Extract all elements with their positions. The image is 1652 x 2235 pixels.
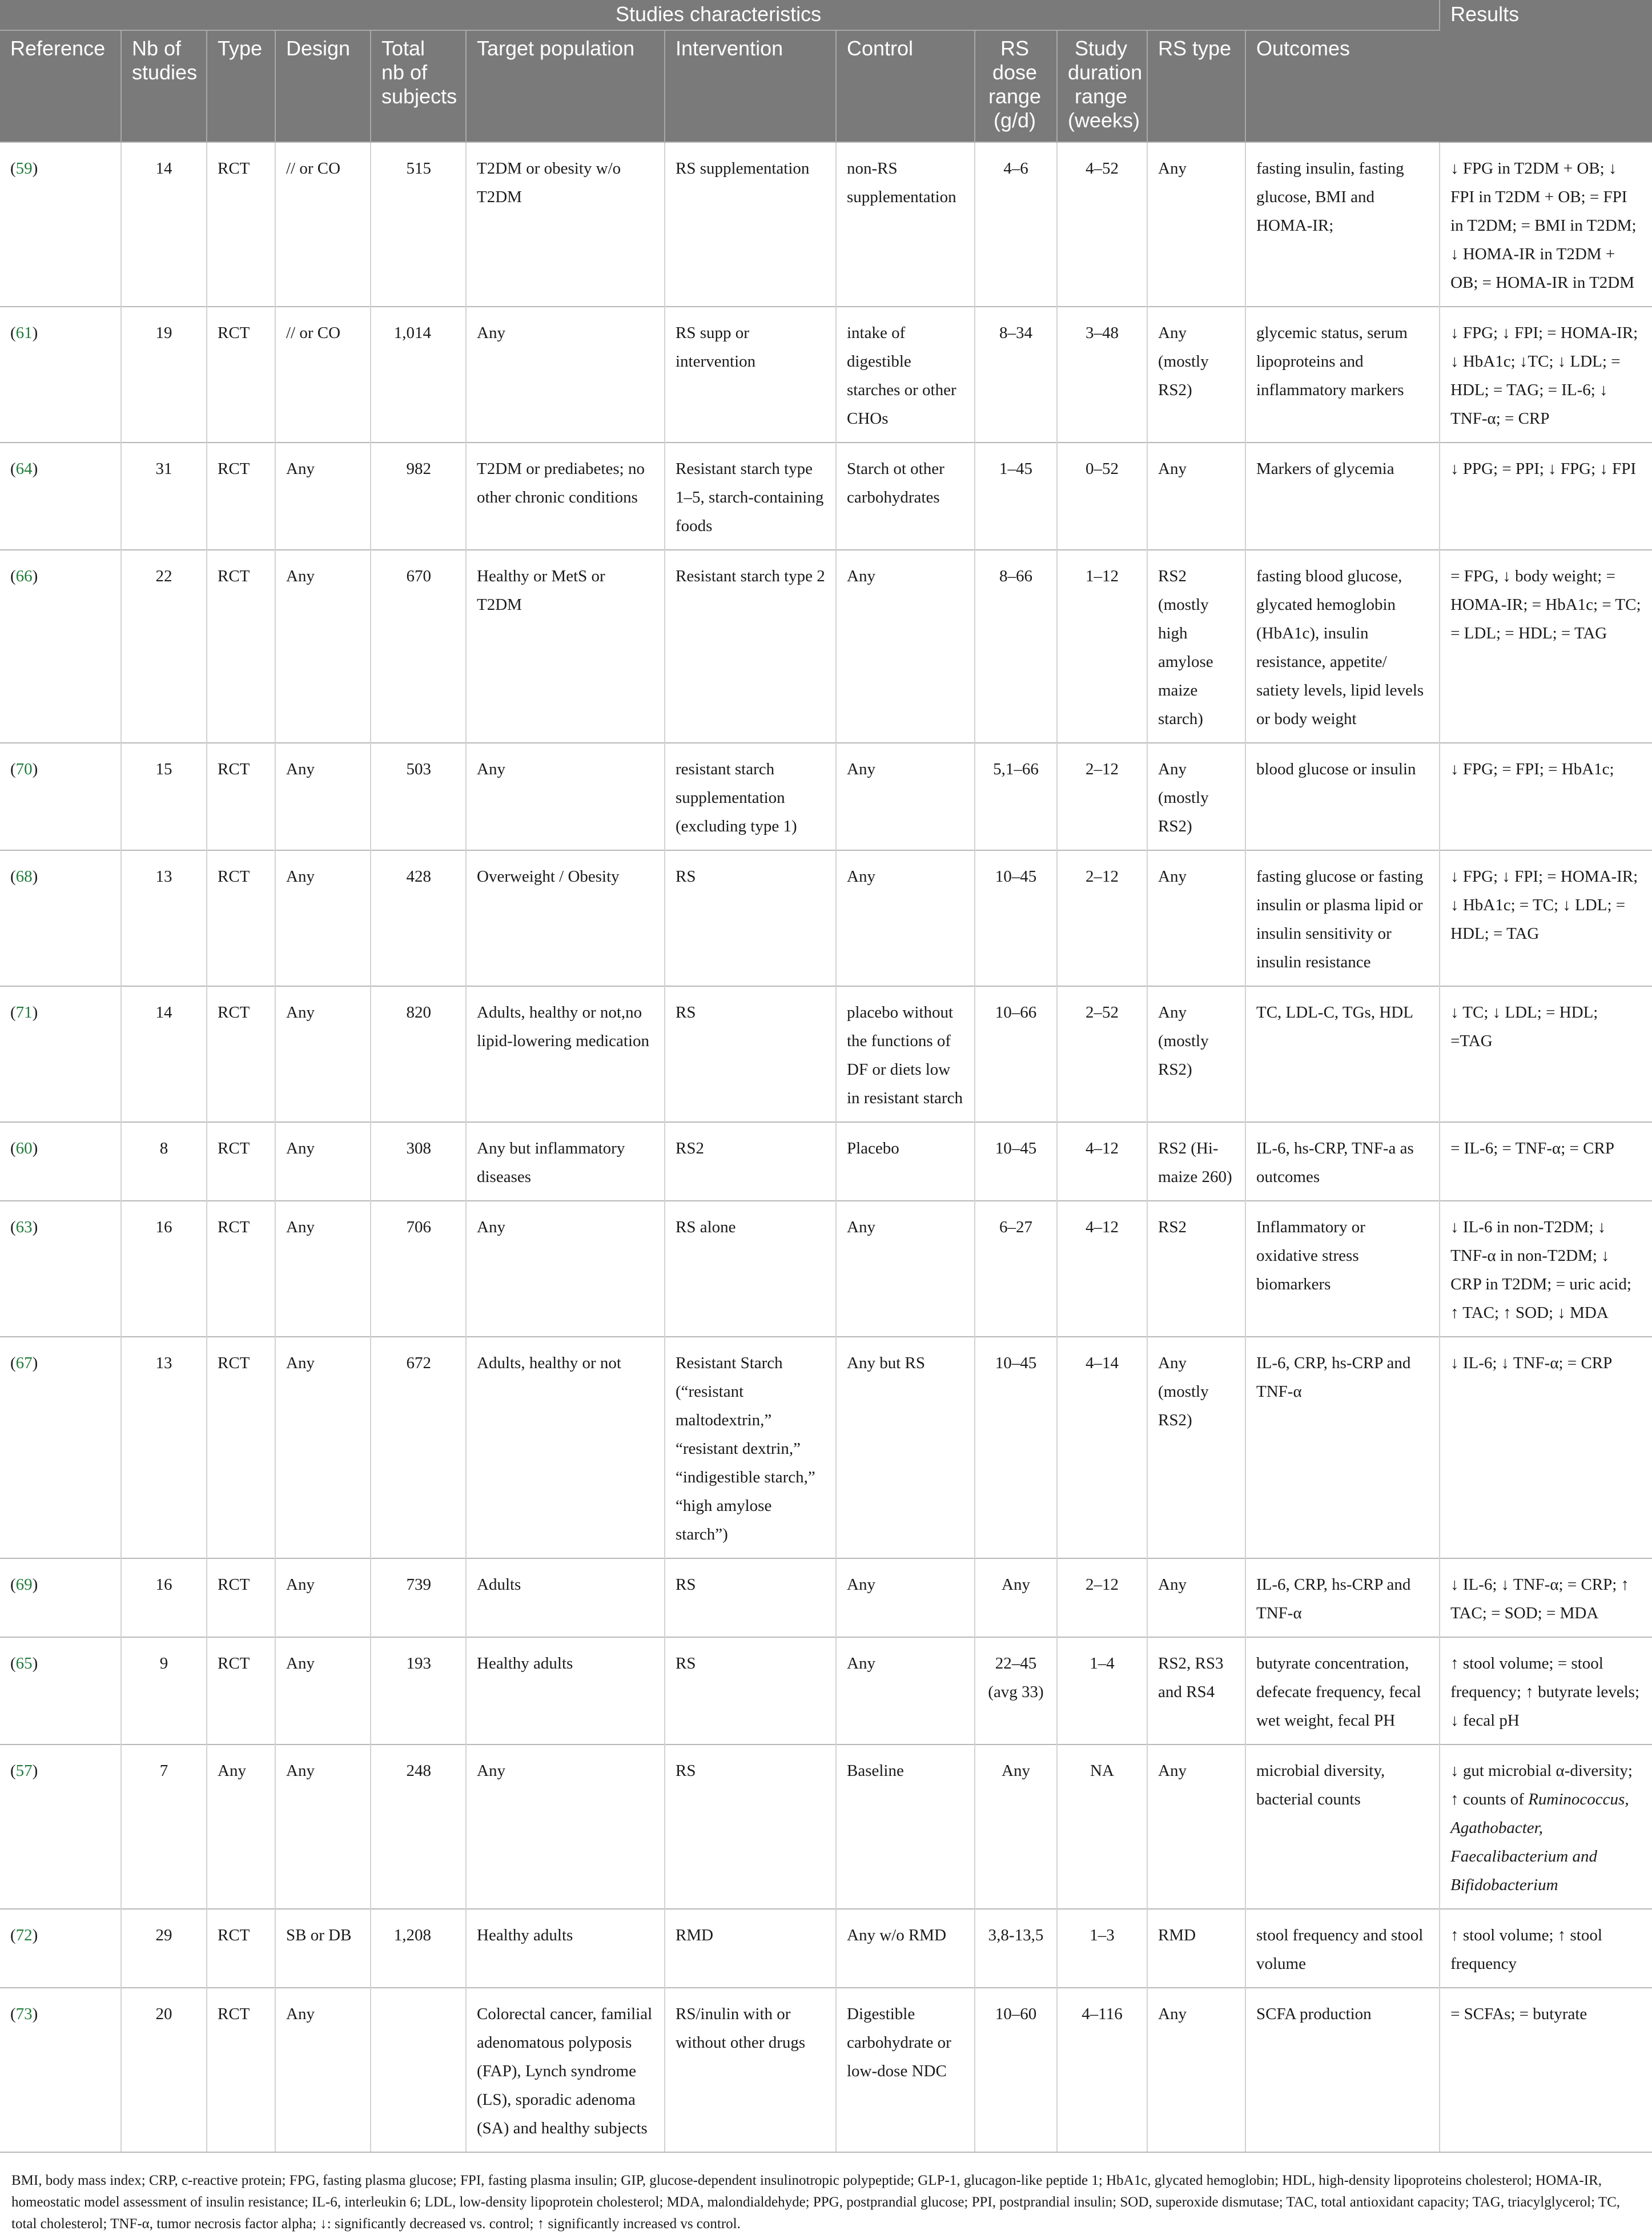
nb-studies-cell: 13 <box>121 850 207 986</box>
design-cell: Any <box>275 1122 371 1201</box>
population-cell: Healthy or MetS or T2DM <box>466 550 665 743</box>
col-duration: Study duration range (weeks) <box>1057 30 1147 142</box>
subjects-cell: 739 <box>371 1558 466 1637</box>
reference-cell[interactable]: (69) <box>0 1558 121 1637</box>
outcomes-cell: fasting glucose or fasting insulin or plasma lipid or insulin sensitivity or insulin resistance <box>1245 850 1440 986</box>
intervention-cell: resistant starch supplementation (excluding type 1) <box>665 743 836 850</box>
reference-cell[interactable]: (61) <box>0 307 121 443</box>
table-row <box>0 1122 1652 1201</box>
intervention-cell: Resistant starch type 1–5, starch-containing foods <box>665 443 836 550</box>
population-cell: T2DM or obesity w/o T2DM <box>466 142 665 307</box>
control-cell: Starch ot other carbohydrates <box>836 443 975 550</box>
type-cell: RCT <box>207 1988 275 2152</box>
control-cell: non-RS supplementation <box>836 142 975 307</box>
reference-link[interactable]: 64 <box>15 460 33 478</box>
subjects-cell: 503 <box>371 743 466 850</box>
dose-cell: 5,1–66 <box>975 743 1057 850</box>
control-cell: Any w/o RMD <box>836 1909 975 1988</box>
population-cell: Adults <box>466 1558 665 1637</box>
results-cell: ↓ IL-6 in non-T2DM; ↓ TNF-α in non-T2DM; ↓ CRP in T2DM; = uric acid; ↑ TAC; ↑ SOD; ↓ MDA <box>1440 1201 1652 1337</box>
dose-cell: 8–34 <box>975 307 1057 443</box>
intervention-cell: RMD <box>665 1909 836 1988</box>
duration-cell: 3–48 <box>1057 307 1147 443</box>
table-row <box>0 443 1652 550</box>
duration-cell: NA <box>1057 1744 1147 1909</box>
outcomes-cell: Inflammatory or oxidative stress biomarkers <box>1245 1201 1440 1337</box>
control-cell: Any <box>836 1558 975 1637</box>
intervention-cell: RS <box>665 1637 836 1744</box>
reference-link[interactable]: 61 <box>15 324 33 342</box>
nb-studies-cell: 14 <box>121 142 207 307</box>
nb-studies-cell: 9 <box>121 1637 207 1744</box>
design-cell: Any <box>275 1637 371 1744</box>
outcomes-cell: microbial diversity, bacterial counts <box>1245 1744 1440 1909</box>
design-cell: Any <box>275 1744 371 1909</box>
subjects-cell: 1,208 <box>371 1909 466 1988</box>
reference-link[interactable]: 70 <box>15 760 33 778</box>
results-cell: ↓ PPG; = PPI; ↓ FPG; ↓ FPI <box>1440 443 1652 550</box>
reference-cell[interactable]: (57) <box>0 1744 121 1909</box>
reference-link[interactable]: 73 <box>15 2005 33 2023</box>
subjects-cell: 1,014 <box>371 307 466 443</box>
results-cell: ↓ TC; ↓ LDL; = HDL; =TAG <box>1440 986 1652 1122</box>
reference-link[interactable]: 57 <box>15 1762 33 1780</box>
dose-cell: 22–45 (avg 33) <box>975 1637 1057 1744</box>
population-cell: Any <box>466 1744 665 1909</box>
design-cell: Any <box>275 1337 371 1558</box>
intervention-cell: RS <box>665 986 836 1122</box>
dose-cell: 1–45 <box>975 443 1057 550</box>
reference-cell[interactable]: (66) <box>0 550 121 743</box>
col-reference: Reference <box>0 30 121 142</box>
rs-type-cell: RS2 (Hi-maize 260) <box>1147 1122 1245 1201</box>
control-cell: Any <box>836 1637 975 1744</box>
nb-studies-cell: 7 <box>121 1744 207 1909</box>
design-cell: Any <box>275 743 371 850</box>
type-cell: RCT <box>207 1558 275 1637</box>
type-cell: RCT <box>207 142 275 307</box>
reference-cell[interactable]: (68) <box>0 850 121 986</box>
control-cell: Any but RS <box>836 1337 975 1558</box>
outcomes-cell: stool frequency and stool volume <box>1245 1909 1440 1988</box>
control-cell: Any <box>836 743 975 850</box>
rs-type-cell: Any <box>1147 1988 1245 2152</box>
table-row <box>0 142 1652 307</box>
reference-cell[interactable]: (64) <box>0 443 121 550</box>
reference-link[interactable]: 63 <box>15 1218 33 1236</box>
outcomes-cell: glycemic status, serum lipoproteins and inflammatory markers <box>1245 307 1440 443</box>
type-cell: RCT <box>207 1909 275 1988</box>
nb-studies-cell: 31 <box>121 443 207 550</box>
dose-cell: Any <box>975 1744 1057 1909</box>
table-row <box>0 1909 1652 1988</box>
col-design: Design <box>275 30 371 142</box>
control-cell: intake of digestible starches or other CHOs <box>836 307 975 443</box>
rs-type-cell: Any (mostly RS2) <box>1147 743 1245 850</box>
design-cell: Any <box>275 550 371 743</box>
col-nb-studies: Nb of studies <box>121 30 207 142</box>
type-cell: RCT <box>207 986 275 1122</box>
col-control: Control <box>836 30 975 142</box>
table-row <box>0 1744 1652 1909</box>
duration-cell: 2–12 <box>1057 743 1147 850</box>
type-cell: RCT <box>207 1201 275 1337</box>
nb-studies-cell: 16 <box>121 1201 207 1337</box>
reference-link[interactable]: 59 <box>15 159 33 178</box>
outcomes-cell: SCFA production <box>1245 1988 1440 2152</box>
outcomes-cell: fasting insulin, fasting glucose, BMI and HOMA-IR; <box>1245 142 1440 307</box>
dose-cell: 4–6 <box>975 142 1057 307</box>
reference-cell[interactable]: (70) <box>0 743 121 850</box>
results-cell: ↓ FPG; ↓ FPI; = HOMA-IR; ↓ HbA1c; = TC; ↓ LDL; = HDL; = TAG <box>1440 850 1652 986</box>
results-text: ↓ gut microbial α-diversity; ↑ counts of <box>1450 1762 1633 1808</box>
rs-type-cell: Any (mostly RS2) <box>1147 1337 1245 1558</box>
results-species: Ruminococcus, Agathobacter, Faecalibacterium and Bifidobacterium <box>1450 1790 1629 1894</box>
outcomes-cell: Markers of glycemia <box>1245 443 1440 550</box>
control-cell: Placebo <box>836 1122 975 1201</box>
nb-studies-cell: 13 <box>121 1337 207 1558</box>
dose-cell: 10–60 <box>975 1988 1057 2152</box>
results-cell <box>1440 1744 1652 1909</box>
dose-cell: 8–66 <box>975 550 1057 743</box>
design-cell: SB or DB <box>275 1909 371 1988</box>
design-cell: Any <box>275 1558 371 1637</box>
nb-studies-cell: 14 <box>121 986 207 1122</box>
duration-cell: 4–116 <box>1057 1988 1147 2152</box>
population-cell: Any <box>466 307 665 443</box>
subjects-cell <box>371 1988 466 2152</box>
duration-cell: 4–12 <box>1057 1122 1147 1201</box>
design-cell: Any <box>275 850 371 986</box>
design-cell: // or CO <box>275 307 371 443</box>
reference-cell[interactable]: (73) <box>0 1988 121 2152</box>
table-row <box>0 1337 1652 1558</box>
nb-studies-cell: 8 <box>121 1122 207 1201</box>
rs-type-cell: Any (mostly RS2) <box>1147 986 1245 1122</box>
nb-studies-cell: 19 <box>121 307 207 443</box>
nb-studies-cell: 20 <box>121 1988 207 2152</box>
rs-type-cell: Any <box>1147 1744 1245 1909</box>
subjects-cell: 193 <box>371 1637 466 1744</box>
design-cell: Any <box>275 1988 371 2152</box>
rs-type-cell: RS2 (mostly high amylose maize starch) <box>1147 550 1245 743</box>
outcomes-cell: IL-6, hs-CRP, TNF-a as outcomes <box>1245 1122 1440 1201</box>
col-rs-dose: RS dose range (g/d) <box>975 30 1057 142</box>
header-group-row <box>0 0 1652 30</box>
dose-cell: 10–45 <box>975 850 1057 986</box>
reference-link[interactable]: 72 <box>15 1926 33 1944</box>
results-cell: ↓ IL-6; ↓ TNF-α; = CRP <box>1440 1337 1652 1558</box>
outcomes-cell: IL-6, CRP, hs-CRP and TNF-α <box>1245 1558 1440 1637</box>
reference-cell[interactable]: (65) <box>0 1637 121 1744</box>
studies-characteristics-header: Studies characteristics <box>0 0 1440 30</box>
reference-cell[interactable]: (59) <box>0 142 121 307</box>
col-type: Type <box>207 30 275 142</box>
type-cell: Any <box>207 1744 275 1909</box>
intervention-cell: RS <box>665 1744 836 1909</box>
type-cell: RCT <box>207 1637 275 1744</box>
results-header: Results <box>1440 0 1652 142</box>
control-cell: Any <box>836 550 975 743</box>
results-cell: ↓ FPG in T2DM + OB; ↓ FPI in T2DM + OB; = FPI in T2DM; = BMI in T2DM; ↓ HOMA-IR in T2DM + OB; = HOMA-IR in T2DM <box>1440 142 1652 307</box>
population-cell: Healthy adults <box>466 1909 665 1988</box>
design-cell: Any <box>275 1201 371 1337</box>
duration-cell: 1–4 <box>1057 1637 1147 1744</box>
intervention-cell: RS <box>665 850 836 986</box>
subjects-cell: 982 <box>371 443 466 550</box>
reference-link[interactable]: 66 <box>15 567 33 585</box>
results-cell: ↓ FPG; = FPI; = HbA1c; <box>1440 743 1652 850</box>
results-cell: = SCFAs; = butyrate <box>1440 1988 1652 2152</box>
rs-type-cell: Any <box>1147 1558 1245 1637</box>
col-outcomes: Outcomes <box>1245 30 1440 142</box>
control-cell: Baseline <box>836 1744 975 1909</box>
reference-cell[interactable]: (71) <box>0 986 121 1122</box>
duration-cell: 4–14 <box>1057 1337 1147 1558</box>
rs-type-cell: RS2 <box>1147 1201 1245 1337</box>
intervention-cell: RS supplementation <box>665 142 836 307</box>
nb-studies-cell: 16 <box>121 1558 207 1637</box>
type-cell: RCT <box>207 550 275 743</box>
table-row <box>0 1201 1652 1337</box>
outcomes-cell: TC, LDL-C, TGs, HDL <box>1245 986 1440 1122</box>
design-cell: Any <box>275 443 371 550</box>
dose-cell: 6–27 <box>975 1201 1057 1337</box>
reference-cell[interactable]: (67) <box>0 1337 121 1558</box>
population-cell: Any <box>466 743 665 850</box>
table-body <box>0 142 1652 2152</box>
reference-link[interactable]: 60 <box>15 1139 33 1157</box>
intervention-cell: Resistant Starch (“resistant maltodextrin,” “resistant dextrin,” “indigestible starch,” “high amylose starch”) <box>665 1337 836 1558</box>
reference-link[interactable]: 68 <box>15 867 33 886</box>
population-cell: Any <box>466 1201 665 1337</box>
population-cell: Any but inflammatory diseases <box>466 1122 665 1201</box>
population-cell: Healthy adults <box>466 1637 665 1744</box>
rs-type-cell: RMD <box>1147 1909 1245 1988</box>
outcomes-cell: IL-6, CRP, hs-CRP and TNF-α <box>1245 1337 1440 1558</box>
rs-type-cell: Any <box>1147 443 1245 550</box>
duration-cell: 4–52 <box>1057 142 1147 307</box>
reference-cell[interactable]: (63) <box>0 1201 121 1337</box>
reference-link[interactable]: 67 <box>15 1354 33 1372</box>
subjects-cell: 820 <box>371 986 466 1122</box>
subjects-cell: 428 <box>371 850 466 986</box>
table-row <box>0 850 1652 986</box>
rs-type-cell: RS2, RS3 and RS4 <box>1147 1637 1245 1744</box>
dose-cell: 10–45 <box>975 1122 1057 1201</box>
table-row <box>0 307 1652 443</box>
col-intervention: Intervention <box>665 30 836 142</box>
subjects-cell: 515 <box>371 142 466 307</box>
type-cell: RCT <box>207 743 275 850</box>
outcomes-cell: butyrate concentration, defecate frequency, fecal wet weight, fecal PH <box>1245 1637 1440 1744</box>
duration-cell: 4–12 <box>1057 1201 1147 1337</box>
type-cell: RCT <box>207 443 275 550</box>
dose-cell: 10–66 <box>975 986 1057 1122</box>
rs-type-cell: Any <box>1147 142 1245 307</box>
outcomes-cell: fasting blood glucose, glycated hemoglobin (HbA1c), insulin resistance, appetite/ satiety levels, lipid levels or body weight <box>1245 550 1440 743</box>
table-row <box>0 1558 1652 1637</box>
table-row <box>0 986 1652 1122</box>
nb-studies-cell: 15 <box>121 743 207 850</box>
subjects-cell: 248 <box>371 1744 466 1909</box>
rs-type-cell: Any <box>1147 850 1245 986</box>
intervention-cell: RS <box>665 1558 836 1637</box>
reference-cell[interactable]: (72) <box>0 1909 121 1988</box>
results-cell: = FPG, ↓ body weight; = HOMA-IR; = HbA1c; = TC; = LDL; = HDL; = TAG <box>1440 550 1652 743</box>
dose-cell: 10–45 <box>975 1337 1057 1558</box>
reference-link[interactable]: 69 <box>15 1575 33 1594</box>
intervention-cell: Resistant starch type 2 <box>665 550 836 743</box>
control-cell: Any <box>836 850 975 986</box>
table-row <box>0 743 1652 850</box>
subjects-cell: 672 <box>371 1337 466 1558</box>
intervention-cell: RS supp or intervention <box>665 307 836 443</box>
subjects-cell: 670 <box>371 550 466 743</box>
reference-cell[interactable]: (60) <box>0 1122 121 1201</box>
col-rs-type: RS type <box>1147 30 1245 142</box>
design-cell: // or CO <box>275 142 371 307</box>
population-cell: Colorectal cancer, familial adenomatous polyposis (FAP), Lynch syndrome (LS), sporadic adenoma (SA) and healthy subjects <box>466 1988 665 2152</box>
type-cell: RCT <box>207 307 275 443</box>
reference-link[interactable]: 65 <box>15 1654 33 1673</box>
rs-type-cell: Any (mostly RS2) <box>1147 307 1245 443</box>
duration-cell: 1–3 <box>1057 1909 1147 1988</box>
control-cell: Digestible carbohydrate or low-dose NDC <box>836 1988 975 2152</box>
header-columns-row <box>0 30 1652 142</box>
duration-cell: 2–52 <box>1057 986 1147 1122</box>
results-cell: ↑ stool volume; = stool frequency; ↑ butyrate levels; ↓ fecal pH <box>1440 1637 1652 1744</box>
type-cell: RCT <box>207 850 275 986</box>
results-cell: ↓ IL-6; ↓ TNF-α; = CRP; ↑ TAC; = SOD; = MDA <box>1440 1558 1652 1637</box>
population-cell: T2DM or prediabetes; no other chronic conditions <box>466 443 665 550</box>
table-row <box>0 1988 1652 2152</box>
design-cell: Any <box>275 986 371 1122</box>
table-footnote: BMI, body mass index; CRP, c-reactive protein; FPG, fasting plasma glucose; FPI, fasting plasma insulin; GIP, glucose-dependent insulinotropic polypeptide; GLP-1, glucagon-like peptide 1; HbA1c, glycated hemoglobin; HDL, high-density lipoproteins cholesterol; HOMA-IR, homeostatic model assessment of insulin resistance; IL-6, interleukin 6; LDL, low-density lipoprotein cholesterol; MDA, malondialdehyde; PPG, postprandial glucose; PPI, postprandial insulin; SOD, superoxide dismutase; TAC, total antioxidant capacity; TAG, triacylglycerol; TC, total cholesterol; TNF-α, tumor necrosis factor alpha; ↓: significantly decreased vs. control; ↑ significantly increased vs control. <box>11 2173 1621 2232</box>
intervention-cell: RS2 <box>665 1122 836 1201</box>
subjects-cell: 706 <box>371 1201 466 1337</box>
population-cell: Adults, healthy or not,no lipid-lowering medication <box>466 986 665 1122</box>
col-total-subjects: Total nb of subjects <box>371 30 466 142</box>
duration-cell: 2–12 <box>1057 1558 1147 1637</box>
subjects-cell: 308 <box>371 1122 466 1201</box>
nb-studies-cell: 22 <box>121 550 207 743</box>
reference-link[interactable]: 71 <box>15 1003 33 1022</box>
duration-cell: 1–12 <box>1057 550 1147 743</box>
table-row <box>0 550 1652 743</box>
dose-cell: 3,8-13,5 <box>975 1909 1057 1988</box>
population-cell: Overweight / Obesity <box>466 850 665 986</box>
duration-cell: 0–52 <box>1057 443 1147 550</box>
nb-studies-cell: 29 <box>121 1909 207 1988</box>
table-row <box>0 1637 1652 1744</box>
dose-cell: Any <box>975 1558 1057 1637</box>
type-cell: RCT <box>207 1122 275 1201</box>
results-cell: = IL-6; = TNF-α; = CRP <box>1440 1122 1652 1201</box>
control-cell: placebo without the functions of DF or diets low in resistant starch <box>836 986 975 1122</box>
col-target-population: Target population <box>466 30 665 142</box>
outcomes-cell: blood glucose or insulin <box>1245 743 1440 850</box>
intervention-cell: RS alone <box>665 1201 836 1337</box>
population-cell: Adults, healthy or not <box>466 1337 665 1558</box>
intervention-cell: RS/inulin with or without other drugs <box>665 1988 836 2152</box>
control-cell: Any <box>836 1201 975 1337</box>
results-cell: ↓ FPG; ↓ FPI; = HOMA-IR; ↓ HbA1c; ↓TC; ↓ LDL; = HDL; = TAG; = IL-6; ↓ TNF-α; = CRP <box>1440 307 1652 443</box>
type-cell: RCT <box>207 1337 275 1558</box>
results-cell: ↑ stool volume; ↑ stool frequency <box>1440 1909 1652 1988</box>
duration-cell: 2–12 <box>1057 850 1147 986</box>
